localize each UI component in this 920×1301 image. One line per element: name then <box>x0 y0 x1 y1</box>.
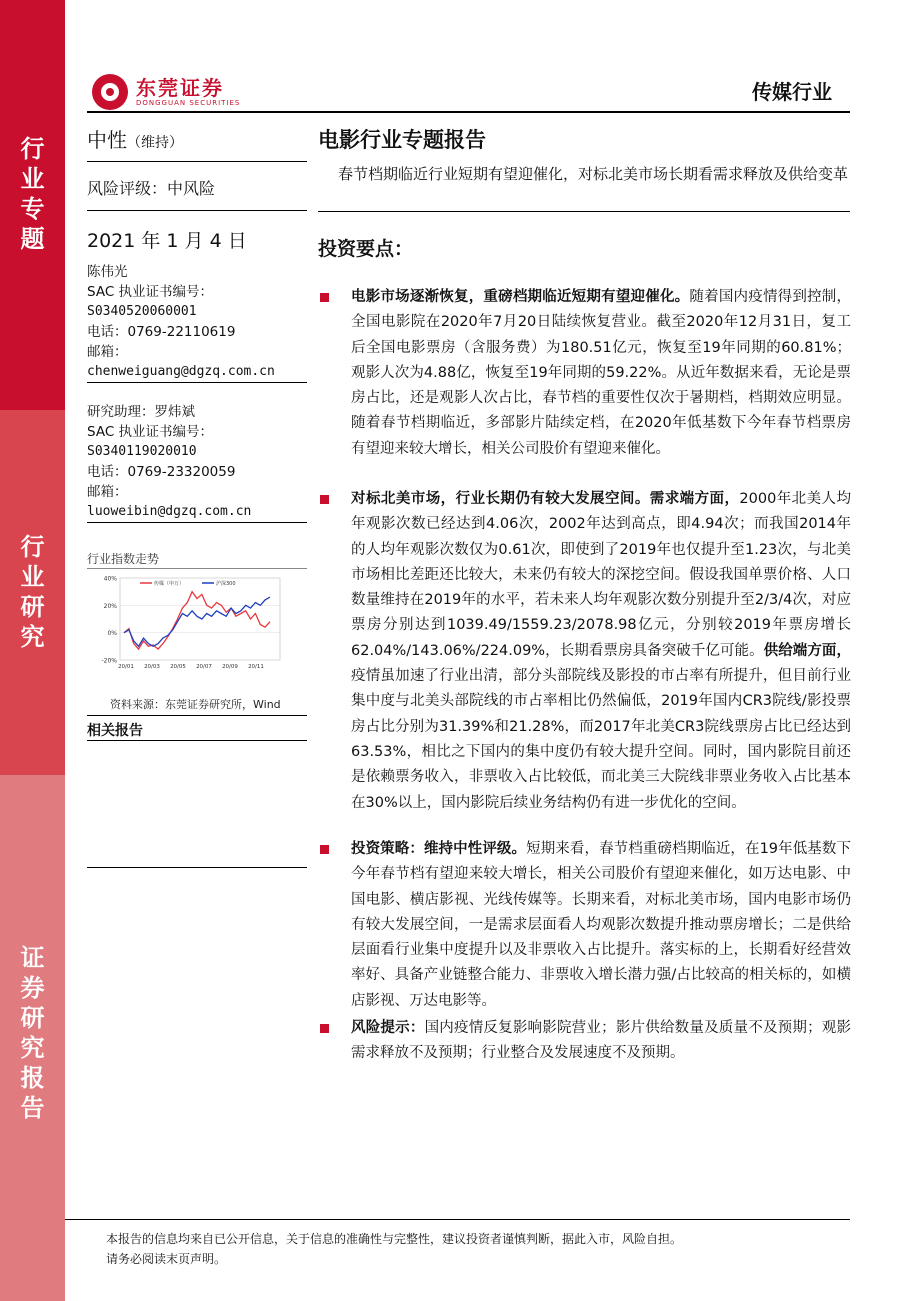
analyst-name: 陈伟光 <box>87 264 128 280</box>
analyst-email-label: 邮箱： <box>87 344 128 360</box>
analyst-email[interactable]: chenweiguang@dgzq.com.cn <box>87 364 275 379</box>
divider <box>87 382 307 383</box>
x-tick-label: 20/11 <box>248 664 264 670</box>
company-logo <box>92 74 240 110</box>
analyst-cert: S0340520060001 <box>87 304 197 319</box>
x-tick-label: 20/09 <box>222 664 238 670</box>
header-rule <box>87 111 850 113</box>
divider <box>87 522 307 523</box>
assistant-email[interactable]: luoweibin@dgzq.com.cn <box>87 504 252 519</box>
logo-cn: 东莞证券 <box>136 75 224 100</box>
report-title: 电影行业专题报告 <box>318 128 486 152</box>
divider <box>87 161 307 162</box>
bullet-icon <box>320 845 329 854</box>
y-tick-label: -20% <box>101 657 117 665</box>
industry-label: 传媒行业 <box>752 80 832 104</box>
assistant-phone: 电话：0769-23320059 <box>87 464 236 480</box>
section-heading: 投资要点： <box>318 238 414 260</box>
paragraph-risk: 风险提示：国内疫情反复影响影院营业；影片供给数量及质量不及预期；观影需求释放不及预期；行业整合及发展速度不及预期。 <box>318 1016 851 1067</box>
sidebar-section-research <box>0 410 65 775</box>
rating-note: （维持） <box>127 135 183 151</box>
x-tick-label: 20/05 <box>170 664 186 670</box>
subtitle-rule <box>318 211 850 212</box>
assistant-cert: S0340119020010 <box>87 444 197 459</box>
analyst-info <box>87 262 307 382</box>
paragraph-benchmark: 对标北美市场，行业长期仍有较大发展空间。需求端方面，2000年北美人均年观影次数已经达到4.06次，2002年达到高点，即4.94次；而我国2014年的人均年观影次数仅为0.61次，即使到了2019年也仅提升至1.23次，与北美市场相比差距还比较大，未来仍有较大的深挖空间。假设我国单票价格、人口数量维持在2019年的水平，若未来人均年观影次数分别提升至2/3/4次，对应票房分别达到1039.49/1559.23/2078.98亿元，分别较2019年票房增长62.04%/143.06%/224.09%，长期看票房具备突破千亿可能。供给端方面，疫情虽加速了行业出清，部分头部院线及影投的市占率有所提升，但目前行业集中度与北美头部院线的市占率相比仍然偏低，2019年国内CR3院线/影投票房占比分别为31.39%和21.28%，而2017年北美CR3院线票房占比已经达到63.53%，相比之下国内的集中度仍有较大提升空间。同时，国内影院目前还是依赖票务收入，非票收入占比较低，而北美三大院线非票业务收入占比基本在30%以上，国内影院后续业务结构仍有进一步优化的空间。 <box>318 487 851 816</box>
related-reports-heading: 相关报告 <box>87 723 143 739</box>
footer <box>106 1229 682 1269</box>
bullet-icon <box>320 495 329 504</box>
rating: 中性（维持） <box>87 128 183 152</box>
x-tick-label: 20/01 <box>118 664 134 670</box>
assistant-info <box>87 402 307 522</box>
footer-notice: 请务必阅读末页声明。 <box>106 1252 227 1266</box>
divider <box>87 867 307 868</box>
chart-title-rule <box>87 568 307 569</box>
paragraph-market: 电影市场逐渐恢复，重磅档期临近短期有望迎催化。随着国内疫情得到控制，全国电影院在2020年7月20日陆续恢复营业。截至2020年12月31日，复工后全国电影票房（含服务费）为180.51亿元，恢复至19年同期的60.81%；观影人次为4.88亿，恢复至19年同期的59.22%。从近年数据来看，无论是票房占比，还是观影人次占比，春节档的重要性仅次于暑期档，档期效应明显。随着春节档期临近，多部影片陆续定档，在2020年低基数下今年春节档票房有望迎来较大增长，相关公司股价有望迎来催化。 <box>318 285 851 462</box>
sidebar <box>0 0 65 1301</box>
divider <box>87 210 307 211</box>
paragraph-strategy: 投资策略：维持中性评级。短期来看，春节档重磅档期临近，在19年低基数下今年春节档有望迎来较大增长，相关公司股价有望迎来催化，如万达电影、中国电影、横店影视、光线传媒等。长期来看，对标北美市场，国内电影市场仍有较大发展空间，一是需求层面看人均观影次数提升推动票房增长；二是供给层面看行业集中度提升以及非票收入占比提升。落实标的上，长期看好经营效率好、具备产业链整合能力、非票收入增长潜力强/占比较高的相关标的，如横店影视、万达电影等。 <box>318 837 851 1014</box>
chart-title: 行业指数走势 <box>87 552 160 566</box>
bullet-icon <box>320 293 329 302</box>
x-tick-label: 20/07 <box>196 664 212 670</box>
chart-source: 资料来源：东莞证券研究所，Wind <box>110 698 281 711</box>
y-tick-label: 20% <box>103 602 117 610</box>
bullet-icon <box>320 1024 329 1033</box>
assistant-cert-label: SAC 执业证书编号： <box>87 424 214 440</box>
y-tick-label: 40% <box>103 575 117 583</box>
report-subtitle: 春节档期临近行业短期有望迎催化，对标北美市场长期看需求释放及供给变革 <box>337 165 848 183</box>
footer-disclaimer: 本报告的信息均来自已公开信息，关于信息的准确性与完整性，建议投资者谨慎判断，据此入市，风险自担。 <box>106 1232 683 1246</box>
logo-icon <box>92 74 128 110</box>
analyst-phone: 电话：0769-22110619 <box>87 324 236 340</box>
sidebar-section-report <box>0 775 65 1301</box>
assistant-email-label: 邮箱： <box>87 484 128 500</box>
logo-en: DONGGUAN SECURITIES <box>136 98 241 107</box>
assistant-name: 研究助理：罗炜斌 <box>87 404 195 420</box>
divider <box>87 740 307 741</box>
footer-rule <box>65 1219 850 1220</box>
divider <box>87 715 307 716</box>
sidebar-section-topic <box>0 0 65 410</box>
index-chart <box>90 572 290 672</box>
report-date: 2021 年 1 月 4 日 <box>87 230 247 252</box>
x-tick-label: 20/03 <box>144 664 160 670</box>
sidebar-label: 证券研究报告 <box>20 944 45 1122</box>
analyst-cert-label: SAC 执业证书编号： <box>87 284 214 300</box>
sidebar-label: 行业专题 <box>20 135 45 253</box>
y-tick-label: 0% <box>107 630 117 638</box>
risk-rating: 风险评级：中风险 <box>87 179 216 198</box>
legend-label: 沪深300 <box>216 581 236 587</box>
sidebar-label: 行业研究 <box>20 533 45 651</box>
legend-label: 传媒（申万） <box>154 581 185 587</box>
